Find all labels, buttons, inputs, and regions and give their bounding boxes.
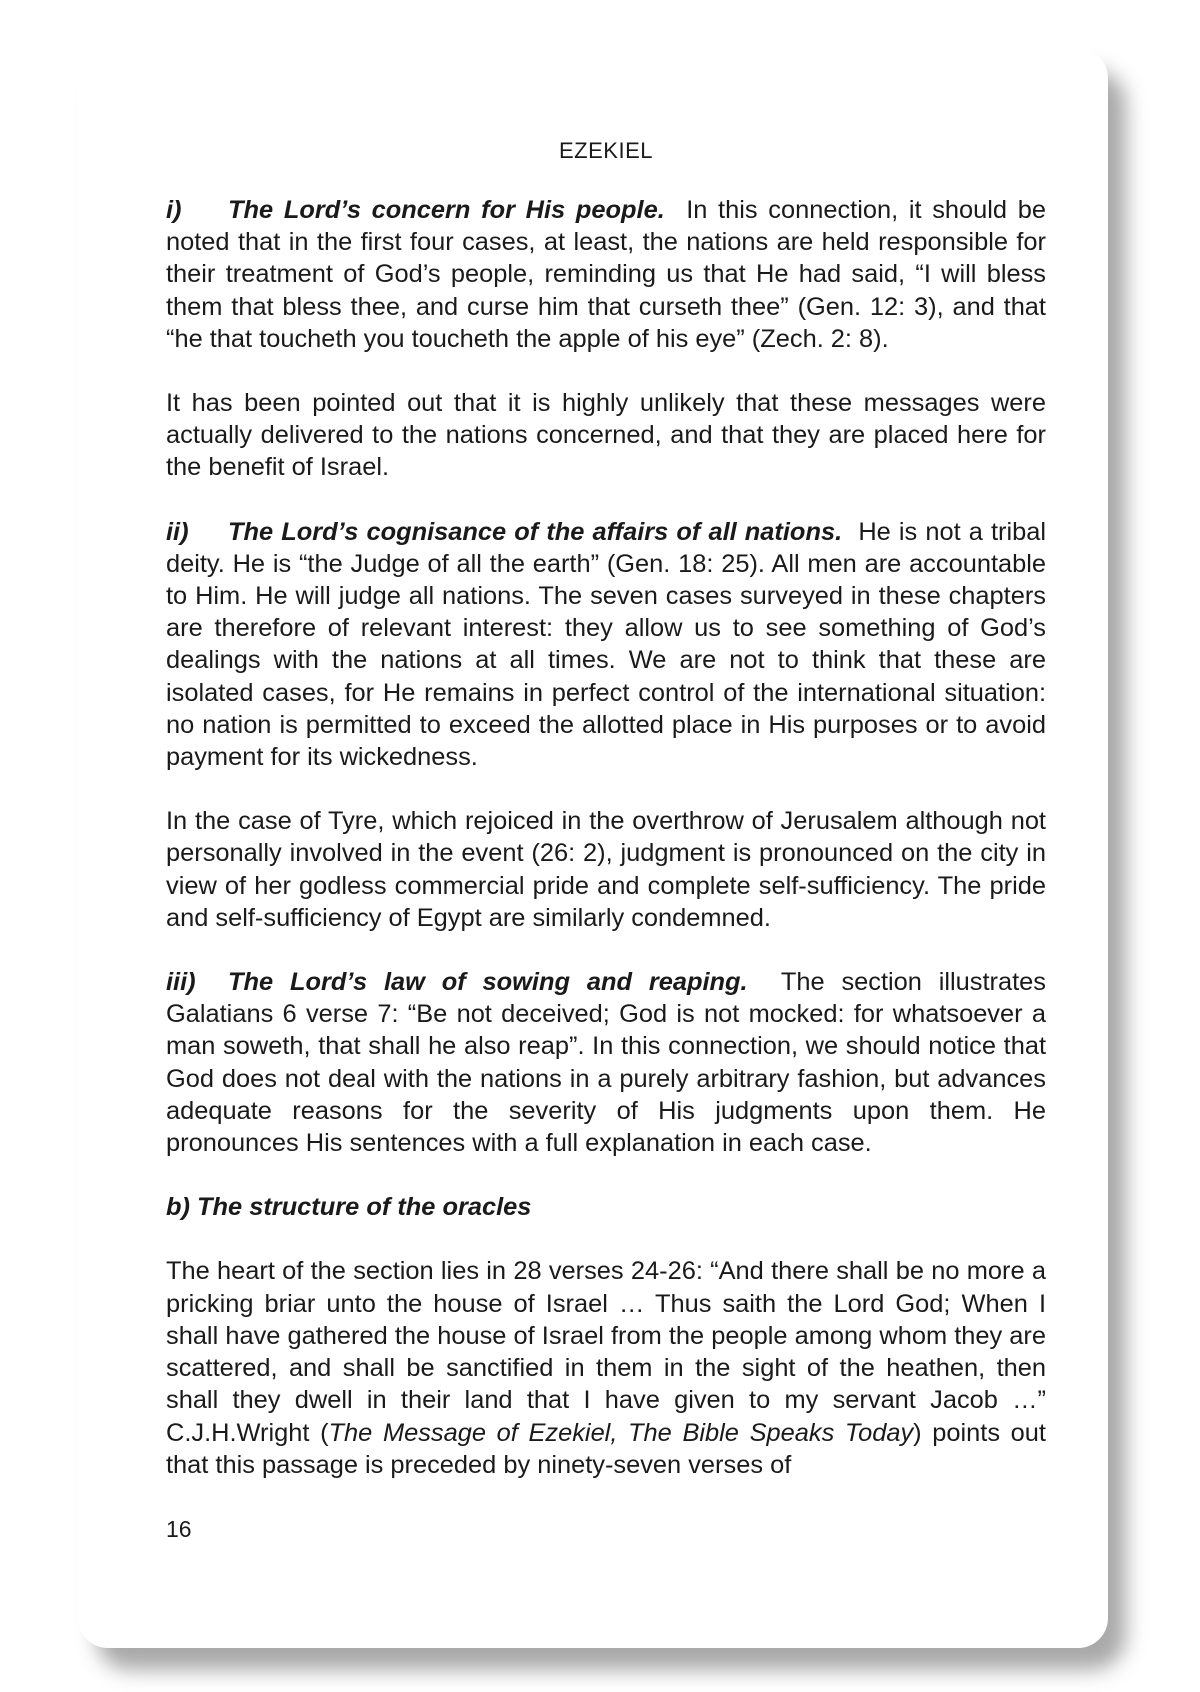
section-iii-label <box>166 968 748 996</box>
paragraph-section-iii <box>166 966 1046 1159</box>
section-i-number: i) <box>166 196 182 224</box>
page-content <box>166 136 1046 1545</box>
section-ii-label <box>166 518 842 546</box>
section-iii-number: iii) <box>166 968 196 997</box>
section-iii-title: The Lord’s law of sowing and reaping. <box>228 968 748 997</box>
paragraph-section-ii <box>166 516 1046 774</box>
paragraph-heart-of-section <box>166 1255 1046 1480</box>
section-ii-text: He is not a tribal deity. He is “the Judge of all the earth” (Gen. 18: 25). All men are accountable to Him. He will judge all nations. The seven cases surveyed in these chapters are therefore of relevant interest: they allow us to see something of God’s dealings with the nations at all times. We are not to think that these are isolated cases, for He remains in perfect control of the international situation: no nation is permitted to exceed the allotted place in His purposes or to avoid payment for its wickedness. <box>166 517 1047 772</box>
section-iii-text: The section illustrates Galatians 6 verse 7: “Be not deceived; God is not mocked: for whatsoever a man soweth, that shall he also reap”. In this connection, we should notice that God does not deal with the nations in a purely arbitrary fashion, but advances adequate reasons for the severity of His judgments upon them. He pronounces His sentences with a full explanation in each case. <box>166 968 1046 1158</box>
paragraph-section-i <box>166 194 1046 355</box>
section-ii-title: The Lord’s cognisance of the affairs of all nations. <box>228 517 843 546</box>
heart-text-b: ) points out that this passage is preceded by ninety-seven verses of <box>166 1418 1046 1479</box>
subheading-structure: b) The structure of the oracles <box>166 1193 532 1222</box>
page-sheet <box>78 48 1108 1648</box>
paragraph-messages: It has been pointed out that it is highly unlikely that these messages were actually delivered to the nations concerned, and that they are placed here for the benefit of Israel. <box>166 389 1046 482</box>
book-title-citation: The Message of Ezekiel, The Bible Speaks Today <box>328 1418 914 1447</box>
section-ii-number: ii) <box>166 517 189 546</box>
heart-text-a: The heart of the section lies in 28 verses 24-26: “And there shall be no more a pricking briar unto the house of Israel … Thus saith the Lord God; When I shall have gathered the house of Israel from the people among whom they are scattered, and shall be sanctified in them in the sight of the heathen, then shall they dwell in their land that I have given to my servant Jacob …” C.J.H.Wright ( <box>166 1257 1046 1447</box>
section-i-label <box>166 196 665 224</box>
paragraph-tyre: In the case of Tyre, which rejoiced in the overthrow of Jerusalem although not personally involved in the event (26: 2), judgment is pronounced on the city in view of her godless commercial pride and complete self-sufficiency. The pride and self-sufficiency of Egypt are similarly condemned. <box>166 807 1046 932</box>
page-number: 16 <box>166 1515 192 1542</box>
section-i-title: The Lord’s concern for His people. <box>228 196 665 224</box>
running-head: EZEKIEL <box>559 138 653 163</box>
section-i-text: In this connection, it should be noted that in the first four cases, at least, the nations are held responsible for their treatment of God’s people, reminding us that He had said, “I will bless them that bless thee, and curse him that curseth thee” (Gen. 12: 3), and that “he that toucheth you toucheth the apple of his eye” (Zech. 2: 8). <box>166 196 1046 353</box>
